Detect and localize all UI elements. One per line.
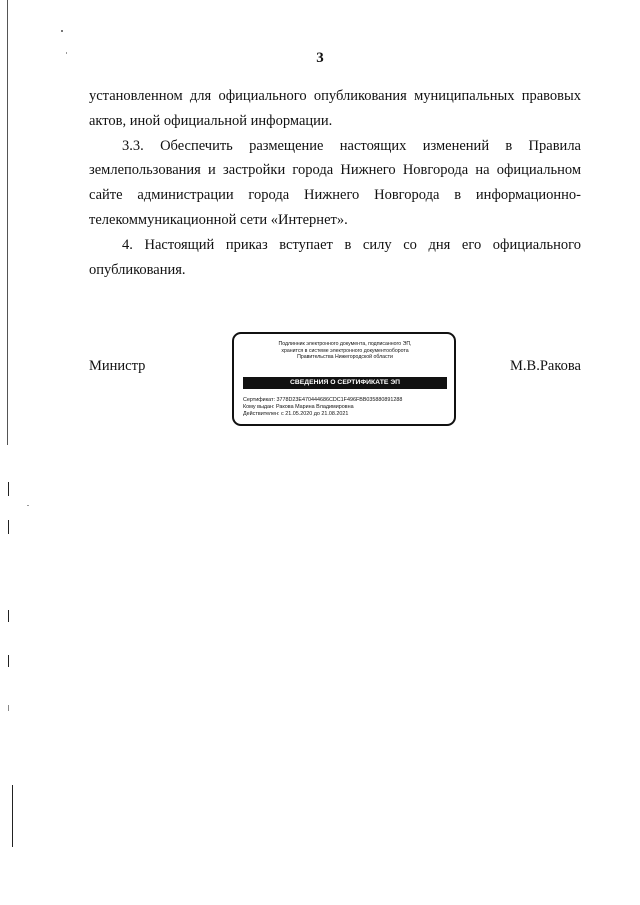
signature-block: [89, 332, 581, 430]
electronic-signature-stamp: [232, 332, 456, 426]
stamp-certificate: Сертификат: 3778D23E470444686CDC1F496FBB035880891288: [243, 397, 403, 403]
scan-edge-mark: [8, 705, 9, 711]
stamp-validity: Действителен: с 21.05.2020 до 21.08.2021: [243, 411, 349, 418]
signer-position: Министр: [89, 358, 146, 374]
scan-edge-mark: [8, 655, 9, 667]
scan-edge-mark: [8, 520, 9, 534]
scan-edge-mark: [8, 610, 9, 622]
stamp-note: Подлинник электронного документа, подписанного ЭП, хранится в системе электронного документооборота Правительства Нижегородской области: [278, 341, 412, 361]
page-number: 3: [316, 50, 324, 66]
scan-edge-mark: [8, 482, 9, 496]
stamp-title: СВЕДЕНИЯ О СЕРТИФИКАТЕ ЭП: [243, 377, 447, 389]
stamp-issued-to: Кому выдан: Ракова Марина Владимировна: [243, 404, 354, 411]
paragraph-4: 4. Настоящий приказ вступает в силу со дня его официального опубликования.: [89, 236, 581, 278]
scan-speck: [27, 505, 29, 506]
paragraph-continuation: установленном для официального опубликования муниципальных правовых актов, иной официальной информации.: [89, 88, 581, 129]
signer-name: М.В.Ракова: [510, 358, 581, 374]
document-body: [89, 84, 581, 282]
paragraph-3-3: 3.3. Обеспечить размещение настоящих изменений в Правила землепользования и застройки города Нижнего Новгорода на официальном сайте администрации города Нижнего Новгорода в информационно-телекоммуникационной сети «Интернет».: [89, 137, 581, 228]
scan-edge-mark: [12, 785, 13, 847]
stamp-details: [243, 397, 449, 419]
scan-speck: [61, 30, 63, 32]
